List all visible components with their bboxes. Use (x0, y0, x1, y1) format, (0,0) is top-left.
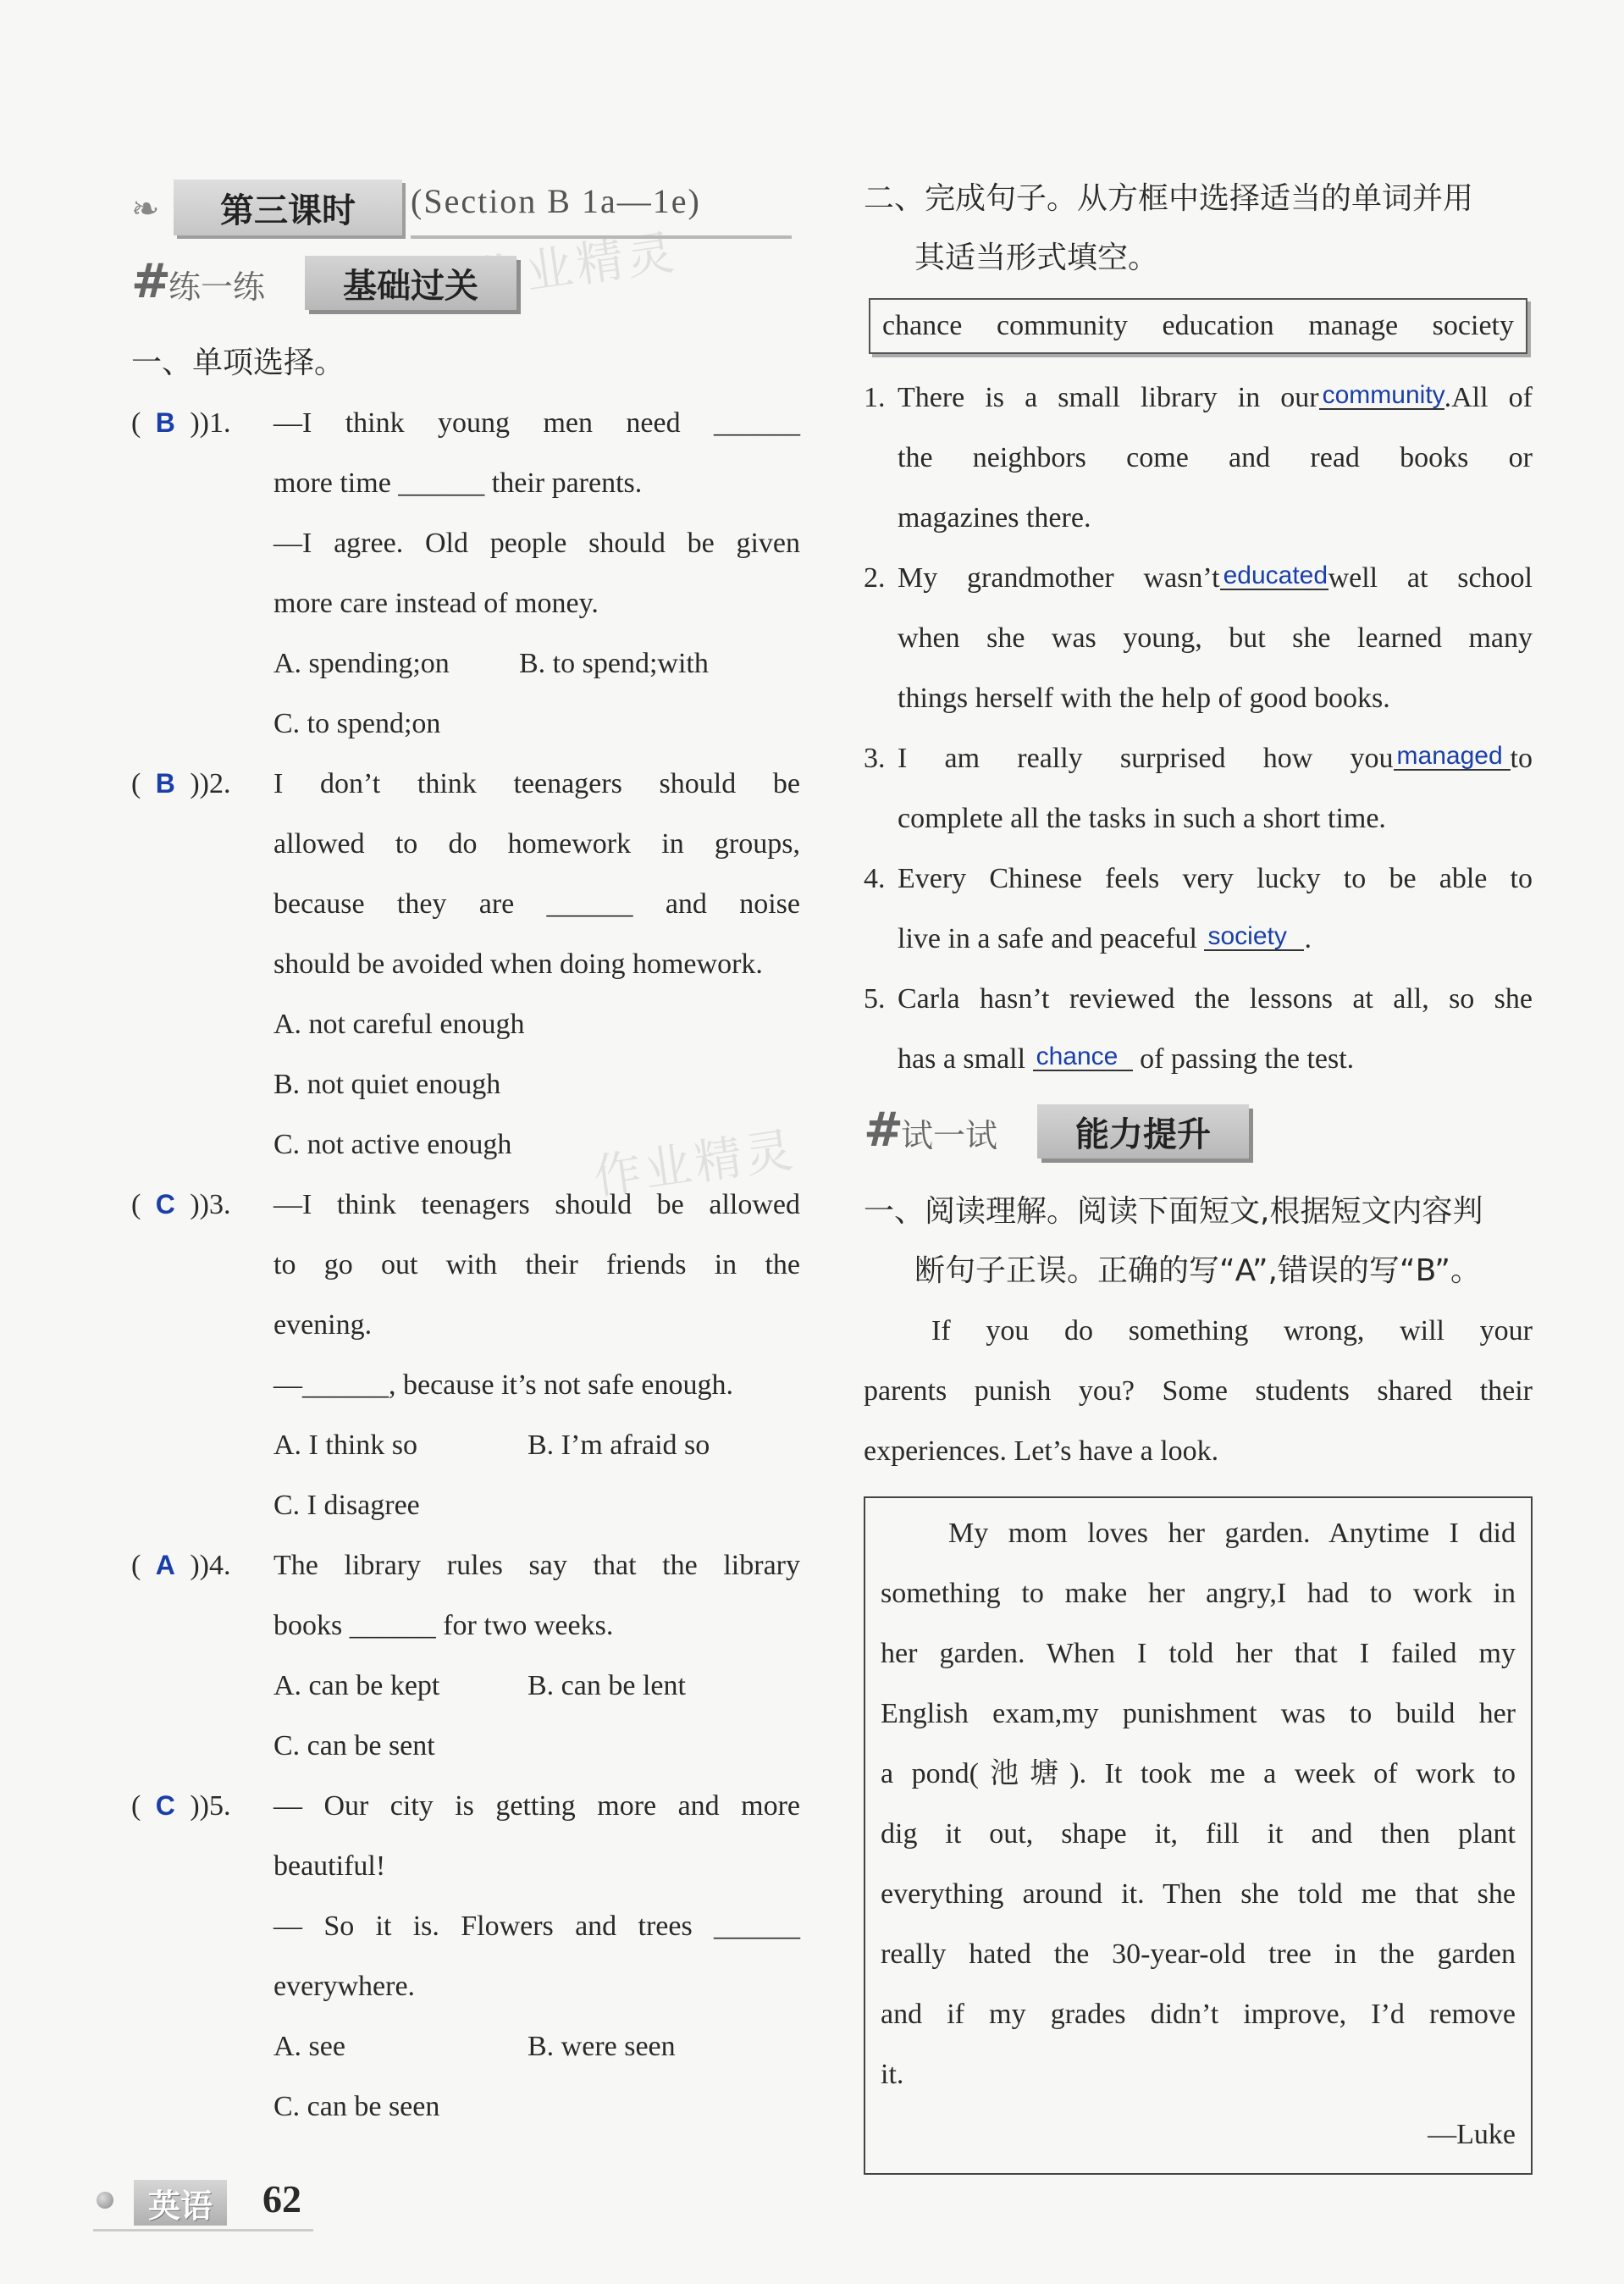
question-2: ( B ))2. I don’t think teenagers should be allowed to do homework in groups, because they are ______ and noise should be avoided when doing homework. A. not careful enough B. not quiet enough C. not active enough (131, 754, 800, 1175)
q-line: evening. (273, 1309, 373, 1341)
reading-heading-cont: 断句子正误。正确的写“A”,错误的写“B”。 (914, 1253, 1481, 1288)
answer-fill: community (1319, 383, 1444, 410)
option-a: A. I think so (273, 1430, 417, 1461)
q-line: —______, because it’s not safe enough. (273, 1369, 733, 1401)
option-a: A. can be kept (273, 1670, 440, 1701)
passage-box: My mom loves her garden. Anytime I did something to make her angry,I had to work in her garden. When I told her that I failed my English exam,my punishment was to build her a pond(池塘). It took me a week of work to dig it out, shape it, fill it and then plant everything around it. Then she told me that she really hated the 30-year-old tree in the garden and if my grades didn’t improve, I’d remove it. —Luke (864, 1496, 1533, 2175)
option-c: C. can be seen (273, 2091, 440, 2122)
answer: B (155, 768, 175, 799)
answer: C (155, 1189, 175, 1219)
q-line: beautiful! (273, 1850, 386, 1882)
question-4: ( A ))4. The library rules say that the library books ______ for two weeks. A. can be kept B. can be lent C. can be sent (131, 1535, 800, 1776)
option-c: C. can be sent (273, 1730, 435, 1761)
question-1: ( B ))1. —I think young men need ______ more time ______ their parents. —I agree. Old people should be given more care instead of money. A. spending;on B. to spend;with C. to spend;on (131, 393, 800, 754)
option-a: A. not careful enough (273, 1009, 525, 1040)
hash-icon: # (864, 1103, 903, 1158)
q-line: everywhere. (273, 1971, 416, 2002)
answer-fill: society (1204, 924, 1304, 951)
page-footer (93, 2168, 432, 2236)
right-column (864, 169, 1533, 2175)
left-column (131, 161, 800, 2137)
lesson-subtitle: (Section B 1a—1e) (411, 182, 701, 220)
answer: B (155, 407, 175, 438)
option-c: C. not active enough (273, 1129, 512, 1160)
section-tag: 试一试 (901, 1117, 998, 1154)
question-3: ( C ))3. —I think teenagers should be allowed to go out with their friends in the evening. —______, because it’s not safe enough. A. I think so B. I’m afraid so C. I disagree (131, 1175, 800, 1535)
section-title: 能力提升 (1037, 1104, 1249, 1159)
question-5: ( C ))5. — Our city is getting more and more beautiful! — So it is. Flowers and trees ______ everywhere. A. see B. were seen C. can be seen (131, 1776, 800, 2137)
lesson-header (131, 161, 800, 246)
sentence-3: 3. I am really surprised how you managed to complete all the tasks in such a short time. (864, 742, 1533, 834)
q-line: books ______ for two weeks. (273, 1610, 614, 1641)
answer-fill: chance (1033, 1044, 1133, 1071)
option-c: C. to spend;on (273, 708, 441, 739)
q-line: more time ______ their parents. (273, 467, 643, 499)
q-line: because they are ______ and noise (273, 888, 800, 920)
intro-line: parents punish you? Some students shared their (864, 1375, 1533, 1407)
subject-label: 英语 (134, 2180, 227, 2226)
header-rule (411, 235, 792, 239)
sentence-5: 5. Carla hasn’t reviewed the lessons at all, so she has a small chance of passing the test. (864, 983, 1533, 1075)
option-b: B. were seen (528, 2031, 676, 2062)
q-line: —I think young men need ______ (273, 407, 800, 439)
q-line: more care instead of money. (273, 588, 599, 619)
sentence-4: 4. Every Chinese feels very lucky to be able to live in a safe and peaceful society . (864, 863, 1533, 954)
dot-icon (97, 2192, 113, 2209)
footer-rule (93, 2229, 313, 2231)
answer: C (155, 1790, 175, 1821)
intro-line: If you do something wrong, will your (931, 1315, 1533, 1347)
part1-heading: 一、单项选择。 (131, 346, 345, 380)
q-line: The library rules say that the library (273, 1550, 800, 1581)
watermark: 作业精灵 (590, 1122, 799, 1206)
hash-icon: # (131, 254, 171, 309)
q-line: —I think teenagers should be allowed (273, 1189, 800, 1220)
option-b: B. I’m afraid so (528, 1430, 710, 1461)
part2-heading: 二、完成句子。从方框中选择适当的单词并用 (864, 181, 1474, 216)
lesson-title: 第三课时 (174, 180, 402, 235)
page-number: 62 (262, 2177, 301, 2220)
option-b: B. to spend;with (519, 648, 709, 679)
option-c: C. I disagree (273, 1490, 420, 1521)
reading-heading: 一、阅读理解。阅读下面短文,根据短文内容判 (864, 1194, 1483, 1229)
q-line: —I agree. Old people should be given (273, 528, 800, 559)
section-banner-basic (131, 252, 800, 318)
q-line: — So it is. Flowers and trees ______ (273, 1911, 800, 1942)
section-tag: 练一练 (168, 268, 266, 306)
section-banner-advanced (864, 1101, 1533, 1167)
signature: —Luke (1428, 2119, 1516, 2150)
option-a: A. see (273, 2031, 345, 2062)
watermark: 作业精灵 (472, 224, 681, 308)
section-title: 基础过关 (305, 256, 516, 310)
option-b: B. not quiet enough (273, 1069, 501, 1100)
answer-fill: educated (1220, 563, 1328, 590)
q-line: I don’t think teenagers should be (273, 768, 800, 799)
option-b: B. can be lent (528, 1670, 686, 1701)
q-line: should be avoided when doing homework. (273, 948, 763, 980)
q-line: allowed to do homework in groups, (273, 828, 800, 860)
answer: A (155, 1550, 175, 1580)
sentence-2: 2. My grandmother wasn’t educatedwell at school when she was young, but she learned many things herself with the help of good books. (864, 561, 1533, 714)
part2-heading-cont: 其适当形式填空。 (914, 241, 1159, 275)
intro-line: experiences. Let’s have a look. (864, 1435, 1219, 1467)
word-box: chance community education manage society (869, 298, 1527, 354)
option-a: A. spending;on (273, 648, 450, 679)
answer-fill: managed (1394, 744, 1511, 771)
q-line: to go out with their friends in the (273, 1249, 800, 1280)
leaf-icon: ❧ (131, 190, 160, 229)
q-line: — Our city is getting more and more (273, 1790, 800, 1822)
sentence-1: 1. There is a small library in our community.All of the neighbors come and read books or magazines there. (864, 381, 1533, 534)
